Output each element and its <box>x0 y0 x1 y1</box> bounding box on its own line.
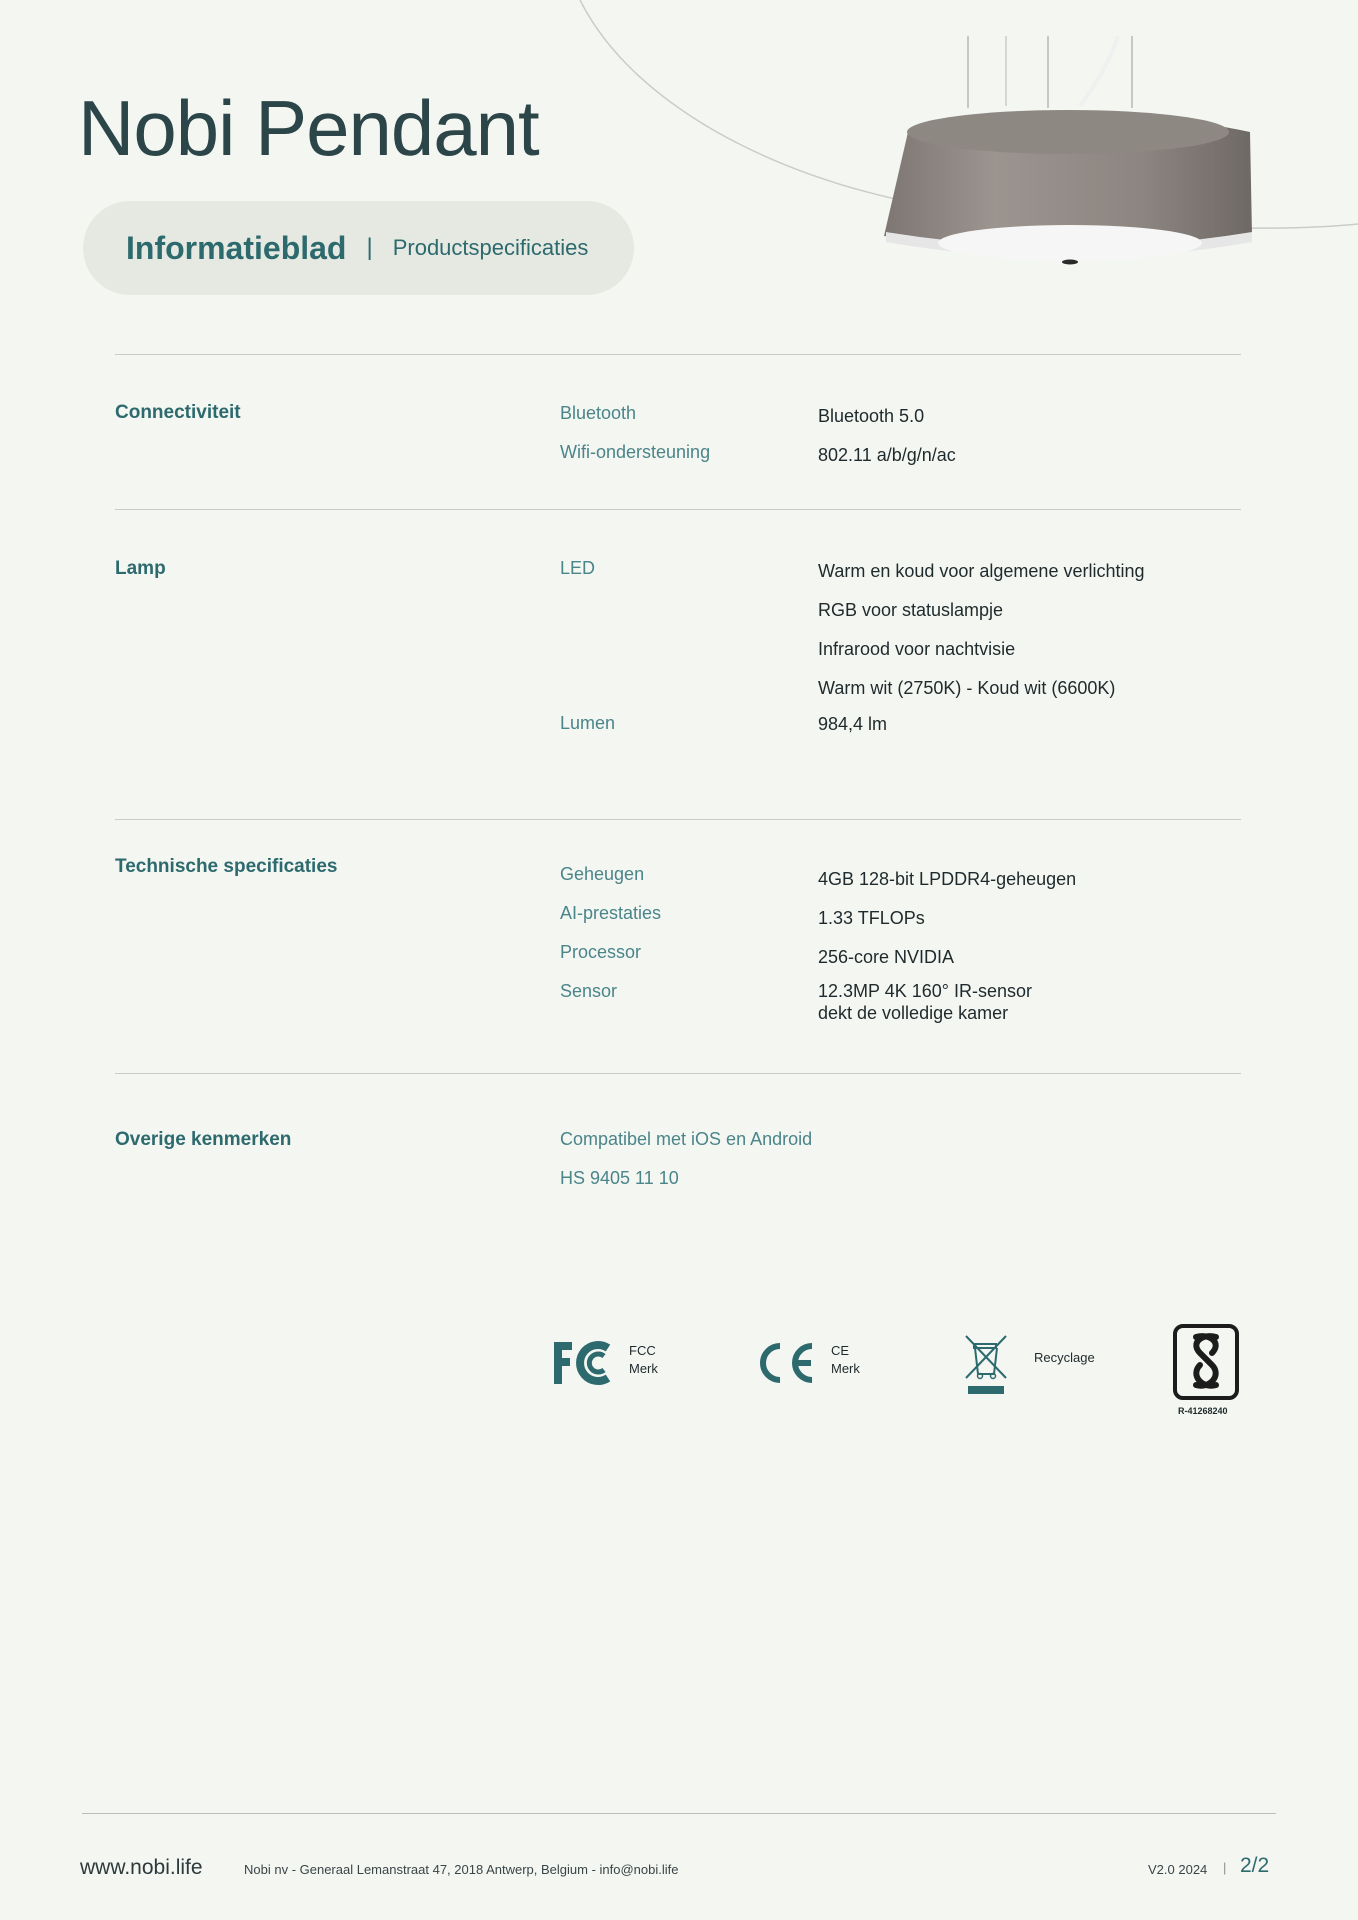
page-number: 2/2 <box>1240 1854 1270 1877</box>
spec-value-led-4: Warm wit (2750K) - Koud wit (6600K) <box>818 678 1116 698</box>
section-title-other: Overige kenmerken <box>115 1129 292 1150</box>
spec-value-ai: 1.33 TFLOPs <box>818 908 925 928</box>
spec-label-memory: Geheugen <box>560 864 645 884</box>
ce-label-line1: CE <box>831 1343 850 1358</box>
feature-hs-code: HS 9405 11 10 <box>560 1168 679 1188</box>
spec-value-bluetooth: Bluetooth 5.0 <box>818 406 925 426</box>
pill-separator: | <box>366 234 373 261</box>
spec-value-processor: 256-core NVIDIA <box>818 947 955 967</box>
spec-value-sensor: 12.3MP 4K 160° IR-sensor <box>818 981 1032 1001</box>
fcc-label-line1: FCC <box>629 1343 656 1358</box>
footer-version: V2.0 2024 <box>1148 1862 1208 1877</box>
header-pill <box>83 201 634 295</box>
fcc-label-line2: Merk <box>629 1361 658 1376</box>
section-divider <box>115 819 1241 820</box>
spec-value-memory: 4GB 128-bit LPDDR4-geheugen <box>818 869 1077 889</box>
ce-label-line2: Merk <box>831 1361 860 1376</box>
fcc-logo-icon <box>552 1340 614 1386</box>
section-title-connectivity: Connectiviteit <box>115 402 241 423</box>
section-title-technical: Technische specificaties <box>115 856 338 877</box>
section-divider <box>115 354 1241 355</box>
spec-label-led: LED <box>560 558 596 578</box>
feature-compatibility: Compatibel met iOS en Android <box>560 1129 813 1149</box>
footer-separator: | <box>1223 1860 1227 1875</box>
spec-value-sensor-note: dekt de volledige kamer <box>818 1003 1009 1023</box>
spec-value-led-3: Infrarood voor nachtvisie <box>818 639 1016 659</box>
spec-value-wifi: 802.11 a/b/g/n/ac <box>818 445 956 465</box>
weee-recycle-bin-icon <box>962 1334 1010 1396</box>
pill-title: Informatieblad <box>126 229 347 266</box>
fcc-label <box>629 1342 658 1378</box>
spec-label-sensor: Sensor <box>560 981 618 1001</box>
footer-website-link[interactable]: www.nobi.life <box>80 1856 203 1879</box>
pendant-lamp-image <box>880 36 1260 296</box>
footer-divider <box>82 1813 1276 1814</box>
spec-value-led-1: Warm en koud voor algemene verlichting <box>818 561 1145 581</box>
section-title-lamp: Lamp <box>115 558 166 579</box>
ce-label <box>831 1342 860 1378</box>
ce-mark-icon <box>756 1342 816 1384</box>
footer-address: Nobi nv - Generaal Lemanstraat 47, 2018 Antwerp, Belgium - info@nobi.life <box>244 1862 679 1877</box>
spec-value-led-2: RGB voor statuslampje <box>818 600 1004 620</box>
section-divider <box>115 509 1241 510</box>
spec-label-lumen: Lumen <box>560 713 616 733</box>
recycle-label: Recyclage <box>1034 1350 1095 1365</box>
section-divider <box>115 1073 1241 1074</box>
safety-code: R-41268240 <box>1178 1406 1228 1416</box>
pill-subtitle: Productspecificaties <box>392 235 589 260</box>
spec-label-ai: AI-prestaties <box>560 903 662 923</box>
spec-label-processor: Processor <box>560 942 642 962</box>
safety-certification-icon <box>1172 1323 1240 1401</box>
spec-value-lumen: 984,4 lm <box>818 714 888 734</box>
spec-label-bluetooth: Bluetooth <box>560 403 637 423</box>
spec-label-wifi: Wifi-ondersteuning <box>560 442 711 462</box>
page-title: Nobi Pendant <box>78 84 539 172</box>
